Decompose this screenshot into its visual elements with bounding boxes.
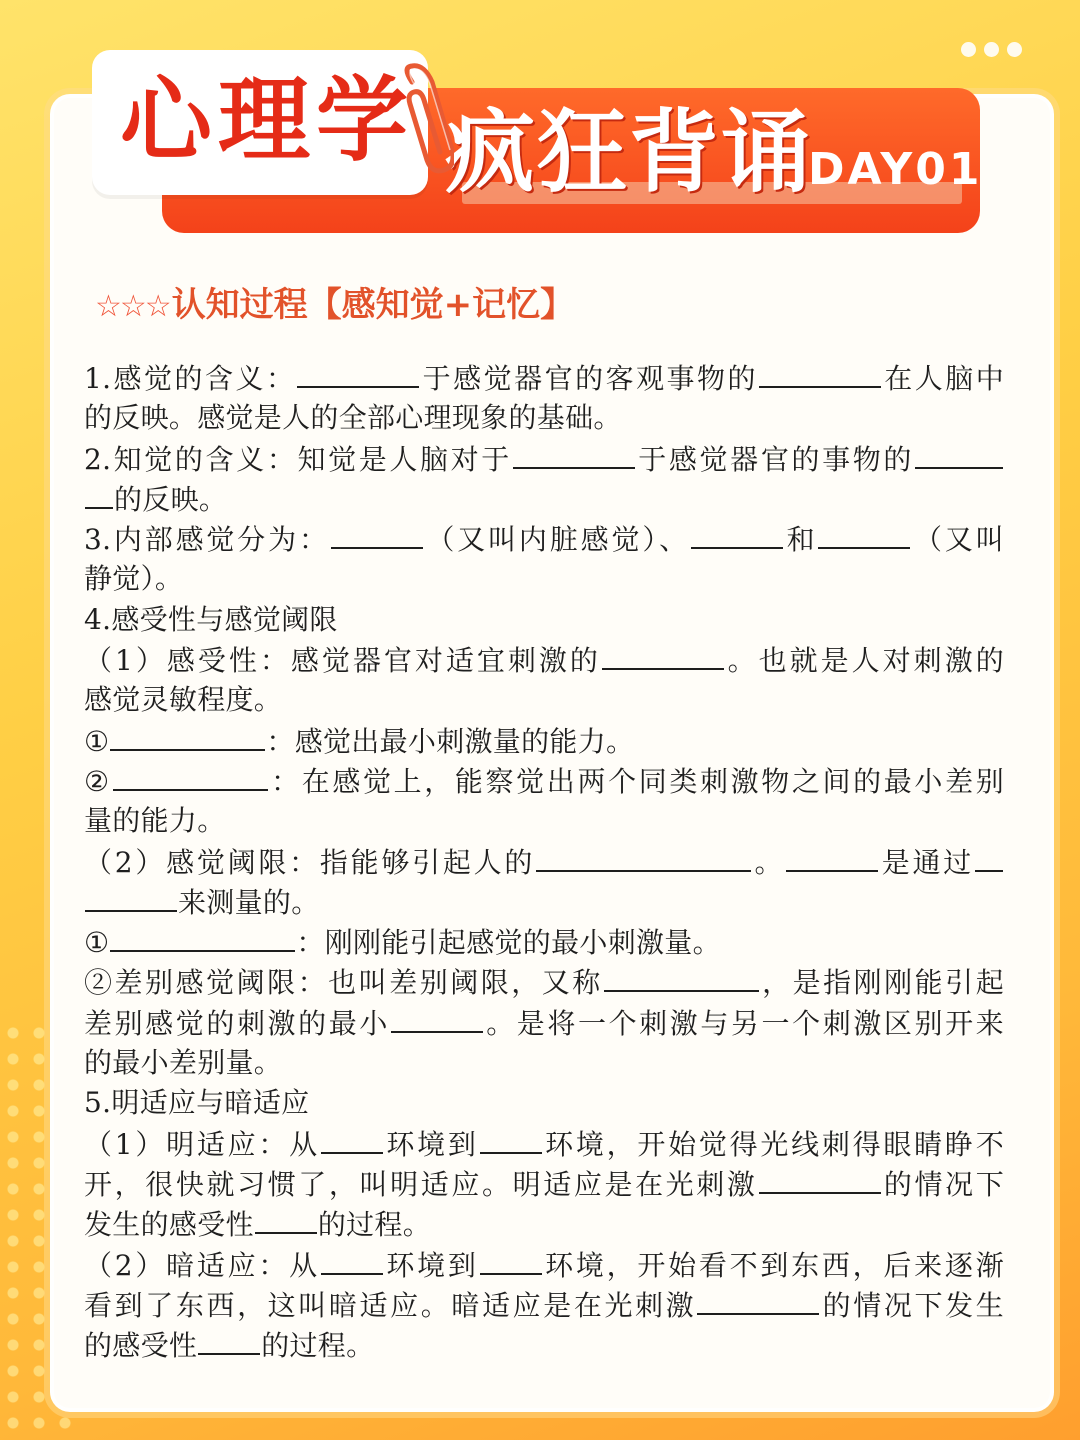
- text: （1）感受性：感觉器官对适宜刺激的: [84, 644, 601, 678]
- text: 差别感觉的刺激的最小: [84, 1006, 390, 1040]
- text: 2.知觉的含义：知觉是人脑对于: [84, 442, 512, 476]
- text-line: [84, 1325, 1004, 1365]
- section-heading-text: 认知过程【感知觉+记忆】: [171, 285, 575, 325]
- fill-blank[interactable]: [697, 1285, 819, 1315]
- text: ：感觉出最小刺激量的能力。: [266, 724, 635, 758]
- text: 的反映。: [114, 482, 228, 516]
- fill-blank[interactable]: [480, 1124, 542, 1154]
- text-line: [84, 761, 1004, 801]
- text: 环境，开始觉得光线刺得眼睛睁不: [542, 1127, 1004, 1161]
- text: ：在感觉上，能察觉出两个同类刺激物之间的最小差别: [268, 764, 1005, 798]
- text-line: [84, 962, 1004, 1002]
- text-line: [84, 358, 1004, 398]
- worksheet-body: [84, 358, 1004, 1365]
- text: 的反映。感觉是人的全部心理现象的基础。: [84, 401, 622, 435]
- text-line: [84, 479, 1004, 519]
- text: （2）感觉阈限：指能够引起人的: [84, 845, 536, 879]
- fill-blank[interactable]: [915, 439, 1003, 469]
- title-main: 心理学: [120, 67, 415, 174]
- text: 3.内部感觉分为：: [84, 523, 330, 557]
- text-line: [84, 922, 1004, 962]
- text: 的最小差别量。: [84, 1046, 283, 1080]
- fill-blank[interactable]: [786, 842, 878, 872]
- fill-blank[interactable]: [255, 1204, 317, 1234]
- title-sub: 疯狂背诵: [445, 100, 813, 205]
- fill-blank[interactable]: [536, 842, 751, 872]
- text: ：刚刚能引起感觉的最小刺激量。: [296, 926, 721, 960]
- fill-blank[interactable]: [321, 1245, 383, 1275]
- text: （又叫内脏感觉）、: [423, 523, 691, 557]
- text-line: [84, 1285, 1004, 1325]
- text: ②: [84, 764, 112, 798]
- text: ②差别感觉阈限：也叫差别阈限，又称: [84, 966, 603, 1000]
- text-line: [84, 640, 1004, 680]
- text: ①: [84, 926, 110, 960]
- text: 于感觉器官的事物的: [635, 442, 915, 476]
- text: 和: [784, 523, 818, 557]
- text-line: [84, 559, 1004, 599]
- text-line: [84, 1245, 1004, 1285]
- text-line: [84, 1164, 1004, 1204]
- text-line: [84, 600, 1004, 640]
- fill-blank[interactable]: [480, 1245, 542, 1275]
- text-line: [84, 398, 1004, 438]
- dot: [961, 42, 976, 57]
- text: 。是将一个刺激与另一个刺激区别开来: [483, 1006, 1004, 1040]
- paperclip-icon: [394, 62, 454, 182]
- text-line: [84, 801, 1004, 841]
- section-heading: [95, 280, 574, 332]
- fill-blank[interactable]: [818, 519, 910, 549]
- text: 。: [752, 845, 786, 879]
- text: 环境到: [383, 1248, 479, 1282]
- fill-blank[interactable]: [297, 358, 419, 388]
- text: 在人脑中: [882, 362, 1004, 395]
- text: ，是指刚刚能引起: [759, 966, 1004, 1000]
- title-day: DAY01: [808, 144, 983, 195]
- text-line: [84, 1204, 1004, 1244]
- fill-blank[interactable]: [85, 479, 113, 509]
- text-line: [84, 1003, 1004, 1043]
- fill-blank[interactable]: [691, 519, 783, 549]
- text: 静觉）。: [84, 562, 184, 596]
- text-line: [84, 680, 1004, 720]
- text: 看到了东西，这叫暗适应。暗适应是在光刺激: [84, 1288, 697, 1322]
- fill-blank[interactable]: [604, 962, 759, 992]
- fill-blank[interactable]: [321, 1124, 383, 1154]
- text: 于感觉器官的客观事物的: [420, 362, 759, 395]
- fill-blank[interactable]: [198, 1325, 260, 1355]
- fill-blank[interactable]: [113, 761, 268, 791]
- text-line: [84, 439, 1004, 479]
- fill-blank[interactable]: [759, 1164, 881, 1194]
- fill-blank[interactable]: [110, 922, 295, 952]
- text: 的过程。: [261, 1329, 375, 1363]
- fill-blank[interactable]: [85, 882, 177, 912]
- text: 的过程。: [317, 1208, 432, 1242]
- fill-blank[interactable]: [759, 358, 881, 388]
- text: ①: [84, 724, 110, 758]
- text: 4.感受性与感觉阈限: [84, 602, 338, 636]
- fill-blank[interactable]: [513, 439, 635, 469]
- text: （又叫: [911, 523, 1005, 557]
- text: （2）暗适应：从: [84, 1248, 320, 1282]
- window-dots: [961, 42, 1022, 57]
- text: 来测量的。: [178, 885, 320, 919]
- text-line: [84, 1083, 1004, 1123]
- dot: [984, 42, 999, 57]
- text: 5.明适应与暗适应: [84, 1086, 310, 1120]
- text: 。也就是人对刺激的: [724, 644, 1004, 678]
- fill-blank[interactable]: [391, 1003, 483, 1033]
- text: 开，很快就习惯了，叫明适应。明适应是在光刺激: [84, 1167, 758, 1201]
- text-line: [84, 882, 1004, 922]
- text: 量的能力。: [84, 804, 226, 838]
- text: 环境，开始看不到东西，后来逐渐: [542, 1248, 1004, 1282]
- star-icon: ☆☆☆: [95, 289, 170, 324]
- text: 发生的感受性: [84, 1208, 254, 1242]
- text-line: [84, 1124, 1004, 1164]
- fill-blank[interactable]: [975, 842, 1003, 872]
- fill-blank[interactable]: [110, 721, 265, 751]
- fill-blank[interactable]: [602, 640, 724, 670]
- text: 的情况下发生: [820, 1288, 1004, 1322]
- text: （1）明适应：从: [84, 1127, 320, 1161]
- text-line: [84, 721, 1004, 761]
- dot: [1007, 42, 1022, 57]
- text-line: [84, 842, 1004, 882]
- text-line: [84, 519, 1004, 559]
- text: 环境到: [383, 1127, 479, 1161]
- text-line: [84, 1043, 1004, 1083]
- text: 感觉灵敏程度。: [84, 683, 283, 717]
- text: 是通过: [879, 845, 974, 879]
- text: 1.感觉的含义：: [84, 362, 297, 395]
- text: 的感受性: [84, 1329, 198, 1363]
- text: 的情况下: [881, 1167, 1004, 1201]
- fill-blank[interactable]: [331, 519, 423, 549]
